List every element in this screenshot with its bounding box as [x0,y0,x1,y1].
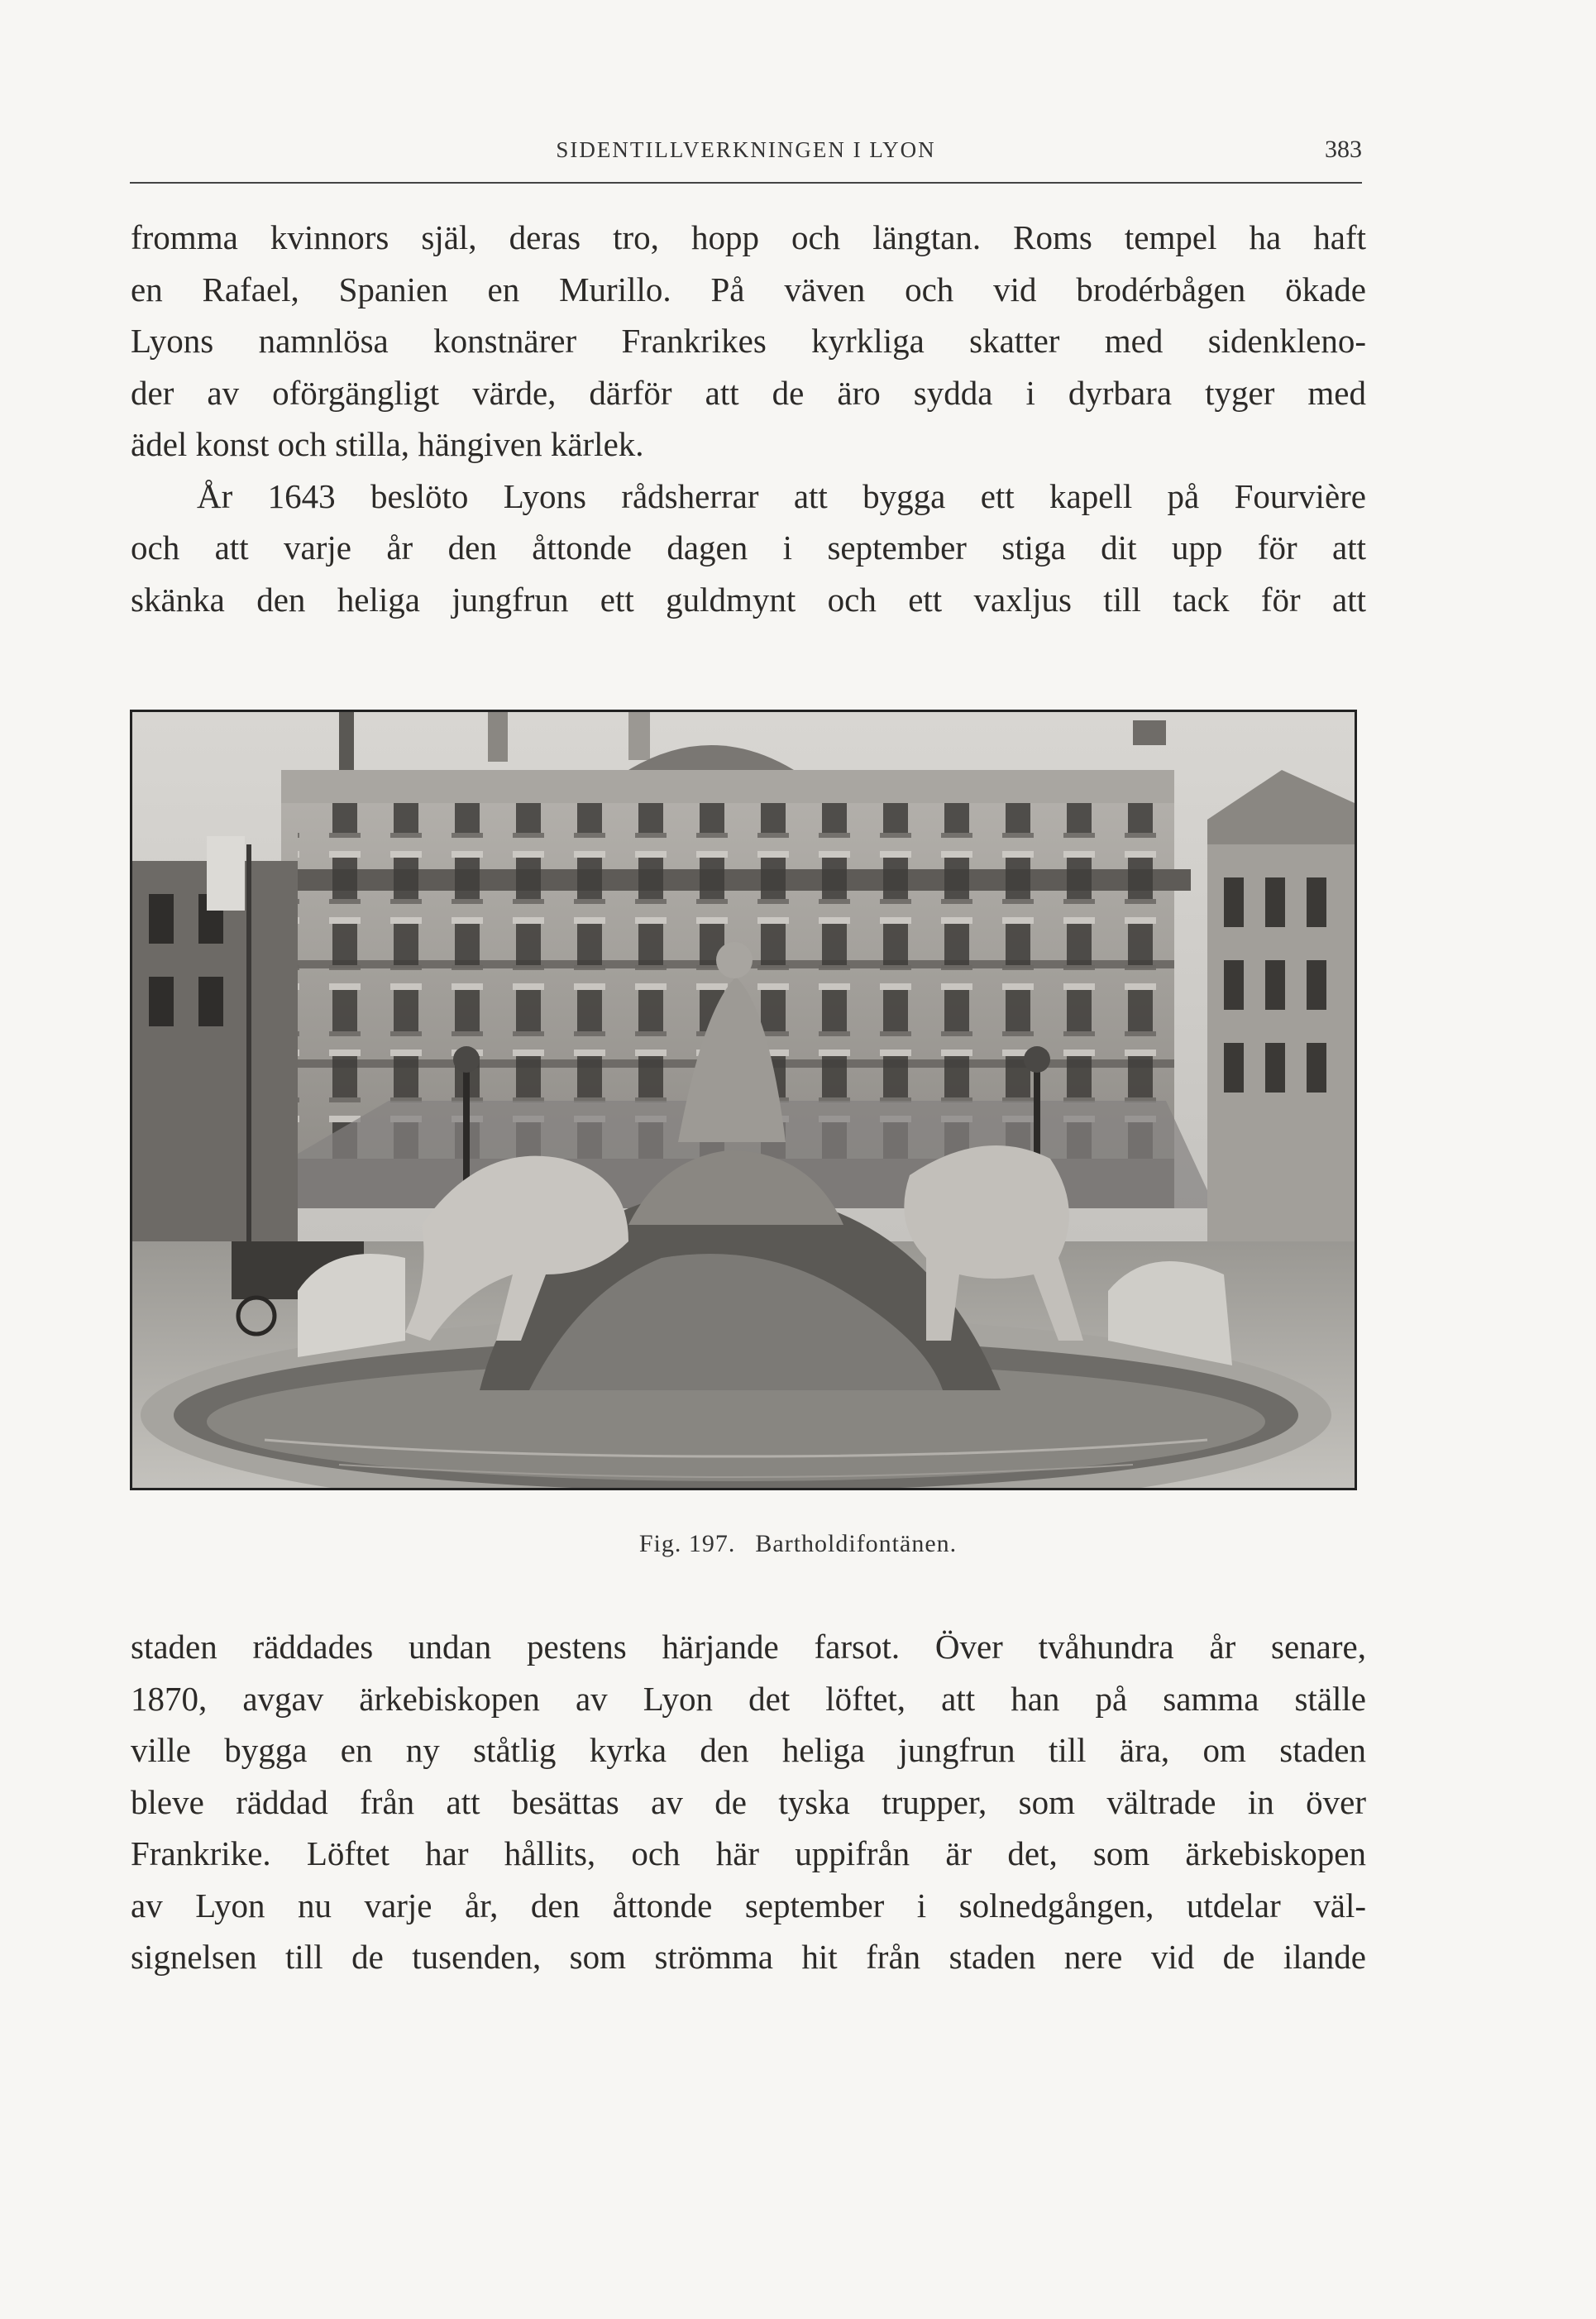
figure-photo-bartholdi-fountain [130,710,1357,1490]
text-line: skänka den heliga jungfrun ett guldmynt och ett vaxljus till tack för att [131,580,1366,619]
text-line: av Lyon nu varje år, den åttonde september i solnedgången, utdelar väl- [131,1886,1366,1925]
text-line: År 1643 beslöto Lyons rådsherrar att bygga ett kapell på Fourvière [197,476,1366,515]
text-line: 1870, avgav ärkebiskopen av Lyon det löftet, att han på samma ställe [131,1679,1366,1718]
text-line: en Rafael, Spanien en Murillo. På väven och vid brodérbågen ökade [131,270,1366,308]
text-line: staden räddades undan pestens härjande farsot. Över tvåhundra år senare, [131,1628,1366,1666]
fountain-photo-illustration [132,712,1355,1488]
text-line: Lyons namnlösa konstnärer Frankrikes kyrkliga skatter med sidenkleno- [131,322,1366,360]
figure-title: Bartholdifontänen. [755,1530,958,1557]
running-title: SIDENTILLVERKNINGEN I LYON [556,137,936,162]
figure-caption [0,1530,1596,1558]
text-line: Frankrike. Löftet har hållits, och här uppifrån är det, som ärkebiskopen [131,1834,1366,1872]
text-line: ville bygga en ny ståtlig kyrka den heliga jungfrun till ära, om staden [131,1731,1366,1769]
body-text-top [131,212,1366,625]
figure-number: Fig. 197. [638,1530,736,1557]
text-line: ädel konst och stilla, hängiven kärlek. [131,425,644,463]
text-line: der av oförgängligt värde, därför att de äro sydda i dyrbara tyger med [131,373,1366,412]
page-number: 383 [1325,136,1362,163]
text-line: och att varje år den åttonde dagen i september stiga dit upp för att [131,528,1366,567]
running-header [130,132,1362,184]
text-line: fromma kvinnors själ, deras tro, hopp och längtan. Roms tempel ha haft [131,218,1366,256]
body-text-bottom [131,1621,1366,1983]
text-line: bleve räddad från att besättas av de tyska trupper, som vältrade in över [131,1782,1366,1821]
text-line: signelsen till de tusenden, som strömma hit från staden nere vid de ilande [131,1938,1366,1976]
